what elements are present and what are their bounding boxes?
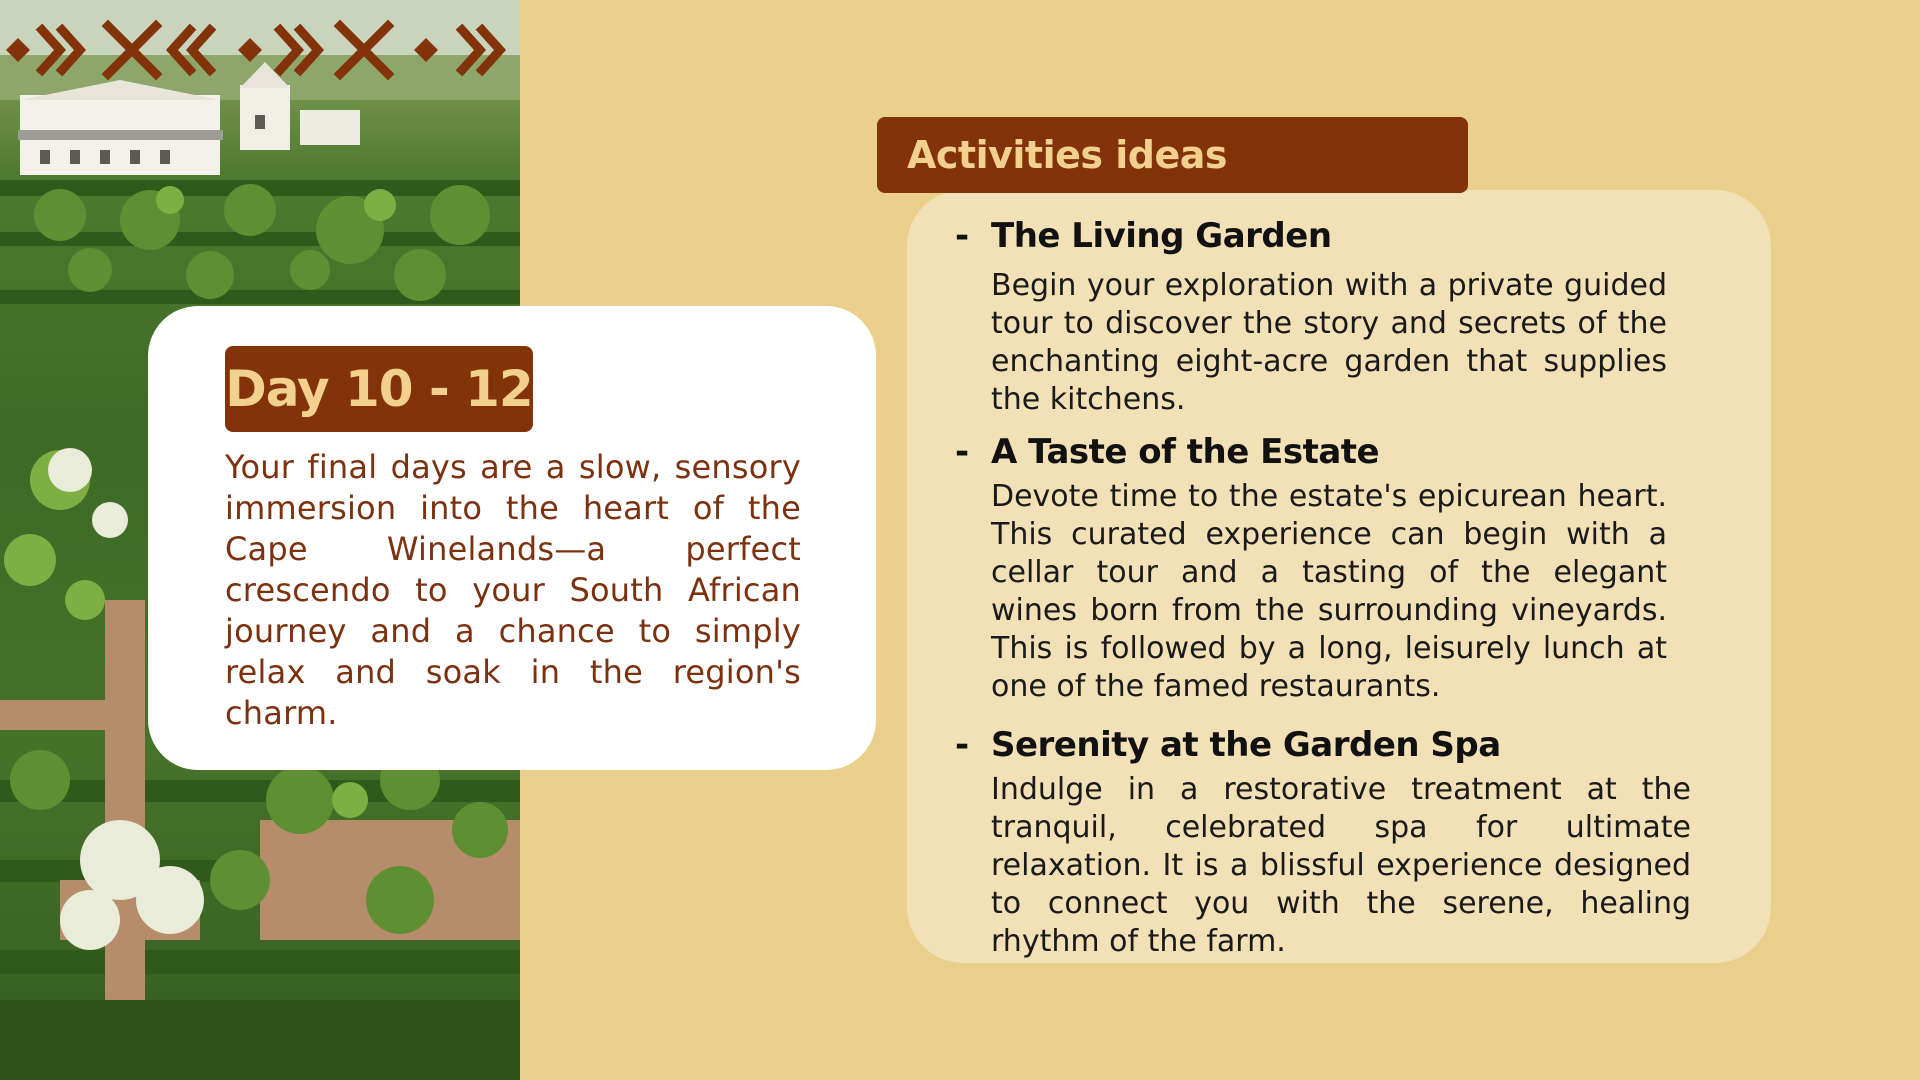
- dash-bullet-icon: -: [955, 216, 970, 256]
- activity-description: Begin your exploration with a private guided tour to discover the story and secrets of the enchanting eight-acre garden that supplies the kitchens.: [991, 268, 1667, 417]
- activity-title: Serenity at the Garden Spa: [991, 725, 1501, 765]
- day-description: Your final days are a slow, sensory immersion into the heart of the Cape Winelands—a perfect crescendo to your South African journey and a chance to simply relax and soak in the region's charm.: [225, 448, 801, 732]
- activities-header: Activities ideas: [877, 117, 1468, 193]
- activity-description: Devote time to the estate's epicurean heart. This curated experience can begin with a cellar tour and a tasting of the elegant wines born from the surrounding vineyards. This is followed by a long, leisurely lunch at one of the famed restaurants.: [991, 479, 1667, 704]
- dash-bullet-icon: -: [955, 725, 970, 765]
- tribal-pattern-decoration: [0, 10, 520, 90]
- activity-title: A Taste of the Estate: [991, 432, 1380, 472]
- day-range-badge: Day 10 - 12: [225, 346, 533, 432]
- dash-bullet-icon: -: [955, 432, 970, 472]
- activity-description: Indulge in a restorative treatment at the tranquil, celebrated spa for ultimate relaxation. It is a blissful experience designed to connect you with the serene, healing rhythm of the farm.: [991, 772, 1691, 959]
- activity-title: The Living Garden: [991, 216, 1332, 256]
